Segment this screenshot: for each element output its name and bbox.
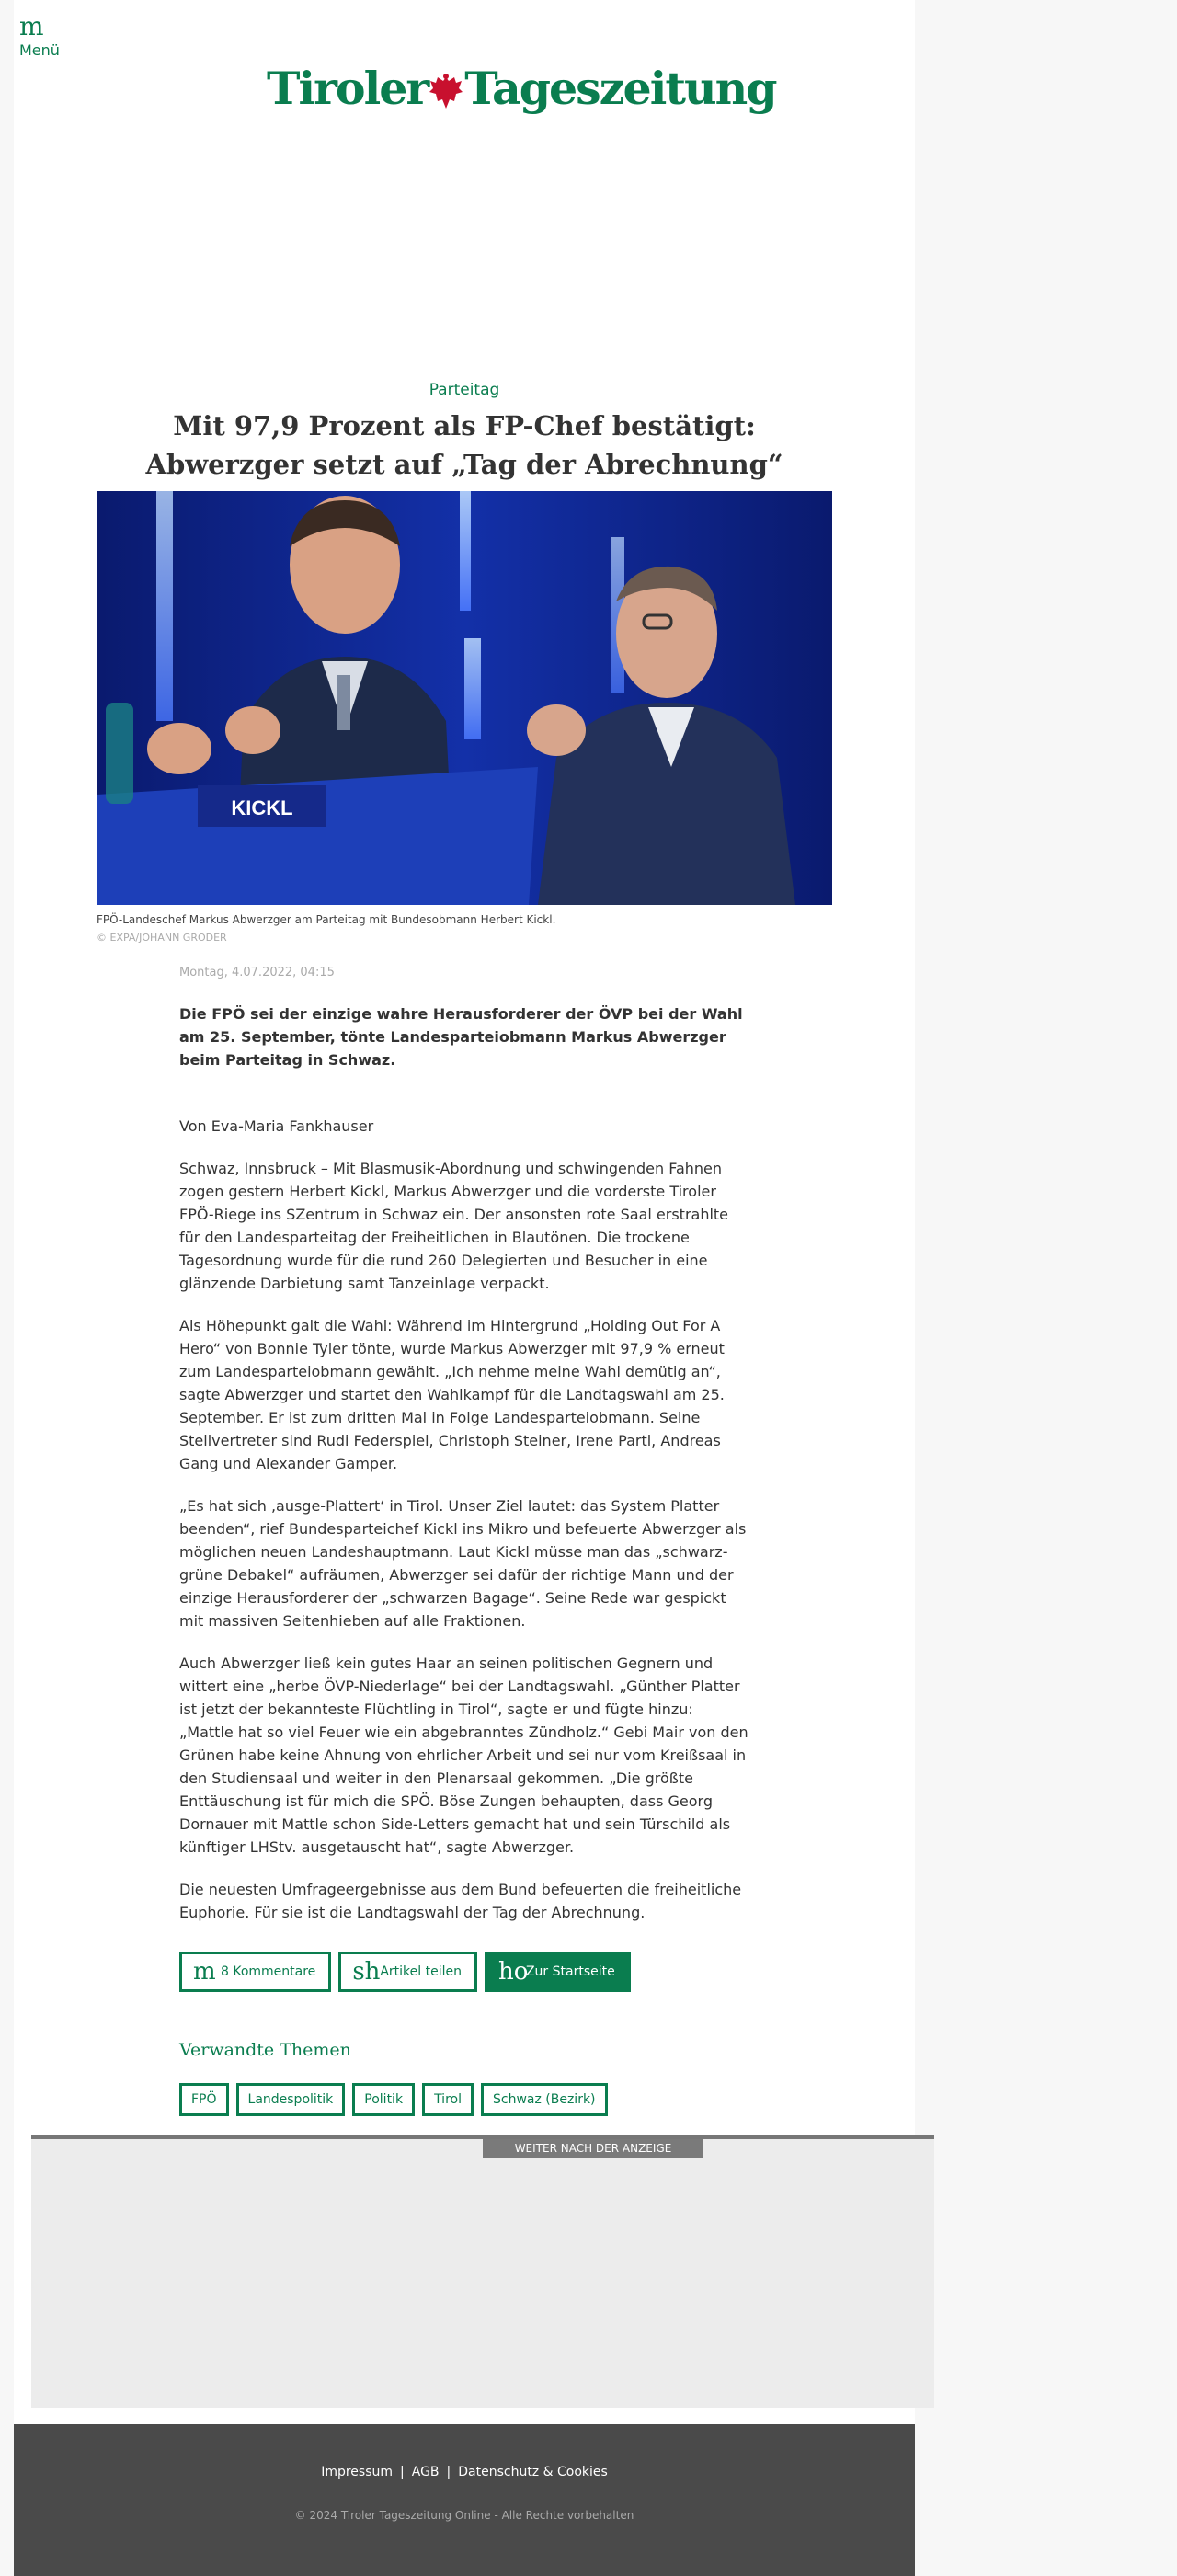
home-icon: ho [497,1958,529,1986]
tag-politik[interactable]: Politik [352,2083,415,2116]
article-actions [179,1952,631,1992]
menu-label: Menü [19,41,60,59]
footer-link-datenschutz[interactable]: Datenschutz & Cookies [458,2465,608,2479]
article-headline [0,406,929,484]
tag-landespolitik[interactable]: Landespolitik [236,2083,346,2116]
ad-container [31,2135,934,2408]
share-label: Artikel teilen [380,1964,462,1979]
headline-line-1: Mit 97,9 Prozent als FP-Chef bestätigt: [173,410,756,441]
headline-line-2: Abwerzger setzt auf „Tag der Abrechnung“ [145,449,783,480]
eagle-icon [429,72,463,114]
tag-schwaz[interactable]: Schwaz (Bezirk) [481,2083,608,2116]
comments-button[interactable] [179,1952,331,1992]
podium-text: KICKL [231,796,293,819]
home-label: Zur Startseite [525,1964,615,1979]
share-button[interactable] [338,1952,477,1992]
article-lead: Die FPÖ sei der einzige wahre Herausforderer der ÖVP bei der Wahl am 25. September, tönte Landesparteiobmann Markus Abwerzger beim Parteitag in Schwaz. [179,1005,743,1069]
footer-separator: | [446,2465,451,2479]
article-paragraph: Als Höhepunkt galt die Wahl: Während im Hintergrund „Holding Out For A Hero“ von Bonnie Tyler tönte, wurde Markus Abwerzger mit 97,9 % erneut zum Landesparteiobmann gewählt. „Ich nehme meine Wahl demütig an“, sagte Abwerzger und startet den Wahlkampf für die Landtagswahl am 25. September. Er ist zum dritten Mal in Folge Landesparteiobmann. Seine Stellvertreter sind Rudi Federspiel, Christoph Steiner, Irene Partl, Andreas Gang und Alexander Gamper. [179,1317,725,1472]
footer-copyright: © 2024 Tiroler Tageszeitung Online - Alle Rechte vorbehalten [294,2509,634,2522]
home-button[interactable] [485,1952,631,1992]
article-author: Von Eva-Maria Fankhauser [179,1117,374,1135]
top-ad-space [14,129,915,368]
site-logo[interactable] [267,61,776,116]
tag-tirol[interactable]: Tirol [422,2083,474,2116]
ad-label: WEITER NACH DER ANZEIGE [483,2139,703,2158]
article-paragraph: Schwaz, Innsbruck – Mit Blasmusik-Abordnung und schwingenden Fahnen zogen gestern Herbert Kickl, Markus Abwerzger und die vorderste Tiroler FPÖ-Riege ins SZentrum in Schwaz ein. Der ansonsten rote Saal erstrahlte für den Landesparteitag der Freiheitlichen in Blautönen. Die trockene Tagesordnung wurde für die rund 260 Delegierten und Besucher in eine glänzende Darbietung samt Tanzeinlage verpackt. [179,1160,729,1292]
article-paragraph: Die neuesten Umfrageergebnisse aus dem Bund befeuerten die freiheitliche Euphorie. Für sie ist die Landtagswahl der Tag der Abrechnung. [179,1881,742,1921]
article-body [179,1002,749,1943]
article-kicker[interactable]: Parteitag [429,381,500,399]
article-paragraph: „Es hat sich ‚ausge-Plattert‘ in Tirol. Unser Ziel lautet: das System Platter beenden“, rief Bundesparteichef Kickl ins Mikro und befeuerte Abwerzger als möglichen neuen Landeshauptmann. Laut Kickl müsse man das „schwarz-grüne Debakel“ aufräumen, Abwerzger sei dafür der richtige Mann und der einzige Herausforderer der „schwarzen Bagage“. Seine Rede war gespickt mit massiven Seitenhieben auf alle Fraktionen. [179,1497,747,1630]
comments-icon: m [193,1958,216,1986]
comments-label: 8 Kommentare [221,1964,316,1979]
image-credit: © EXPA/JOHANN GRODER [97,932,227,944]
footer-links [14,2465,915,2479]
article-hero-image[interactable] [97,491,832,905]
footer-separator: | [400,2465,405,2479]
logo-text-left: Tiroler [267,62,429,115]
article-date: Montag, 4.07.2022, 04:15 [179,966,335,979]
logo-text-right: Tageszeitung [464,62,776,115]
hero-photo [97,491,832,905]
tag-fpoe[interactable]: FPÖ [179,2083,229,2116]
footer-link-agb[interactable]: AGB [411,2465,440,2479]
related-tags [179,2083,608,2116]
image-caption: FPÖ-Landeschef Markus Abwerzger am Parteitag mit Bundesobmann Herbert Kickl. [97,913,556,926]
related-topics-title: Verwandte Themen [179,2040,351,2060]
share-icon: sh [352,1958,381,1986]
footer-link-impressum[interactable]: Impressum [321,2465,394,2479]
menu-button[interactable] [19,13,60,61]
menu-icon: m [19,11,44,41]
article-paragraph: Auch Abwerzger ließ kein gutes Haar an seinen politischen Gegnern und wittert eine „herbe ÖVP-Niederlage“ bei der Landtagswahl. „Günther Platter ist jetzt der bekannteste Flüchtling in Tirol“, sagte er und fügte hinzu: „Mattle hat so viel Feuer wie ein abgebranntes Zündholz.“ Gebi Mair von den Grünen habe keine Ahnung von ehrlicher Arbeit und sei nur vom Kreißsaal in den Studiensaal und weiter in den Plenarsaal gekommen. „Die größte Enttäuschung ist für mich die SPÖ. Böse Zungen behaupten, dass Georg Dornauer mit Mattle schon Side-Letters gemacht hat und sein Türschild als künftiger LHStv. ausgetauscht hat“, sagte Abwerzger. [179,1654,748,1856]
site-footer [14,2424,915,2576]
